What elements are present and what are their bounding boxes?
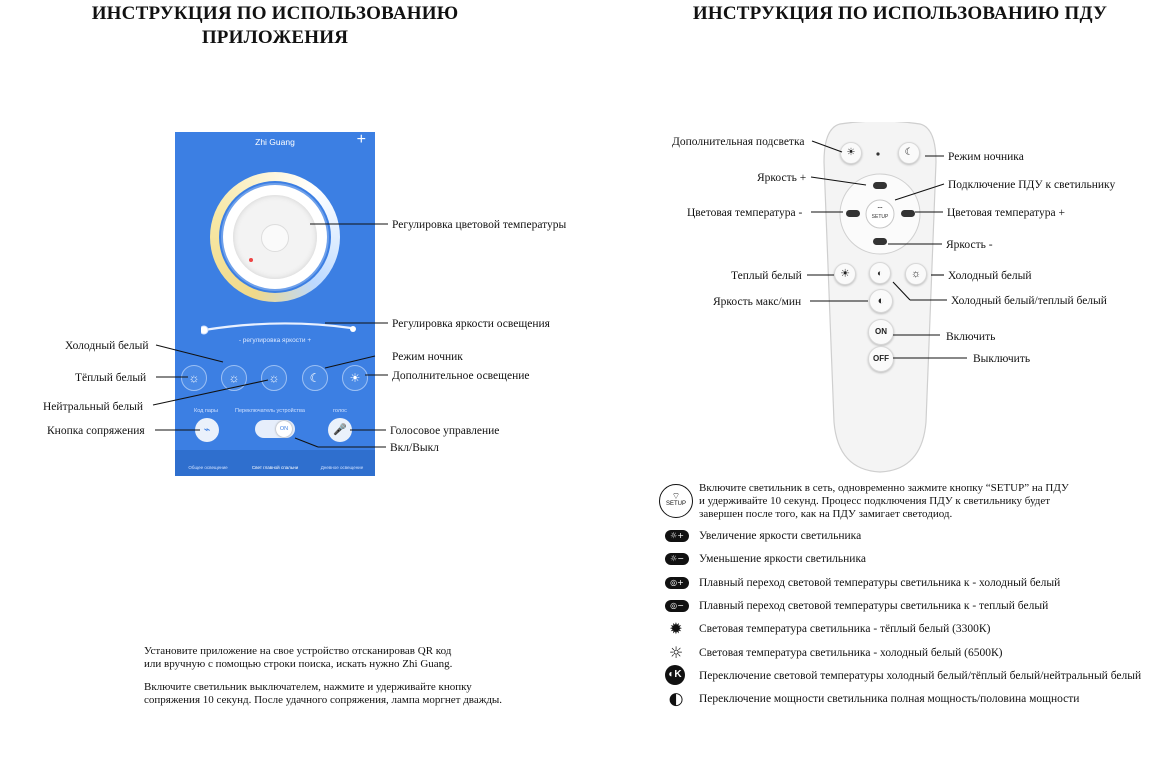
brightness-minus-icon: ☼− <box>665 553 689 565</box>
legend-temp-warm: Плавный переход световой температуры светильника к - теплый белый <box>699 600 1049 612</box>
left-title <box>40 2 510 50</box>
label-brightness-minus: Яркость - <box>946 239 993 251</box>
left-title-line2: ПРИЛОЖЕНИЯ <box>201 27 349 48</box>
label-color-temp-plus: Цветовая температура + <box>947 207 1066 219</box>
cold-white-icon: ☼ <box>668 643 684 662</box>
on-button[interactable]: ON <box>868 319 894 345</box>
switch-label: Переключатель устройства <box>235 408 305 414</box>
color-temp-plus-icon: ◎+ <box>665 577 689 589</box>
label-neutral-white: Нейтральный белый <box>43 401 144 413</box>
brightness-minus-button[interactable] <box>873 238 887 245</box>
setup-icon-label: SETUP <box>665 501 686 507</box>
label-color-temp: Регулировка цветовой температуры <box>392 219 567 231</box>
label-turn-on: Включить <box>946 331 996 343</box>
temp-switch-icon: ◐K <box>665 665 685 685</box>
extra-light-mode-icon[interactable]: ☀ <box>342 365 368 391</box>
label-night-mode: Режим ночник <box>392 351 463 363</box>
legend-power-switch: Переключение мощности светильника полная мощность/половина мощности <box>699 693 1080 705</box>
legend-brightness-minus: Уменьшение яркости светильника <box>699 553 866 565</box>
brightness-max-min-button[interactable]: ◐ <box>869 289 893 313</box>
brightness-slider-thumb <box>201 326 208 334</box>
label-extra-light: Дополнительное освещение <box>392 370 530 382</box>
cold-white-button[interactable]: ☼ <box>905 263 927 285</box>
setup-instructions <box>699 482 1069 521</box>
instruction-line-3: Включите светильник выключателем, нажмите и удерживайте кнопку <box>144 681 472 693</box>
neutral-white-mode-icon[interactable]: ☼ <box>261 365 287 391</box>
color-temp-minus-button[interactable] <box>846 210 860 217</box>
setup-label: SETUP <box>871 214 889 220</box>
label-brightness: Регулировка яркости освещения <box>392 318 550 330</box>
wifi-icon: ⌔ <box>671 491 681 501</box>
brightness-plus-button[interactable] <box>873 182 887 189</box>
setup-line-2: и удерживайте 10 секунд. Процесс подключения ПДУ к светильнику будет <box>699 495 1051 507</box>
remote-control <box>822 122 938 474</box>
label-color-temp-minus: Цветовая температура - <box>687 207 803 219</box>
tab-general[interactable]: Общее освещение <box>188 465 228 470</box>
label-warm-white-remote: Теплый белый <box>731 270 802 282</box>
label-cold-warm: Холодный белый/теплый белый <box>951 295 1107 307</box>
label-night-mode-remote: Режим ночника <box>948 151 1024 163</box>
label-on-off: Вкл/Выкл <box>390 442 439 454</box>
add-device-icon[interactable]: + <box>356 132 366 148</box>
cold-warm-toggle-button[interactable]: ◐ <box>869 262 891 284</box>
legend-temp-switch: Переключение световой температуры холодный белый/тёплый белый/нейтральный белый <box>699 670 1142 682</box>
label-brightness-plus: Яркость + <box>757 172 807 184</box>
voice-label: голос <box>333 408 347 414</box>
instruction-line-4: сопряжения 10 секунд. После удачного сопряжения, лампа моргнет дважды. <box>144 694 503 706</box>
app-title: Zhi Guang <box>255 137 295 147</box>
legend-cold-6500: Световая температура светильника - холодный белый (6500К) <box>699 647 1003 659</box>
warm-white-button[interactable]: ☀ <box>834 263 856 285</box>
power-switch-icon: ◐ <box>668 689 684 709</box>
label-extra-backlight: Дополнительная подсветка <box>672 136 805 148</box>
setup-button[interactable] <box>866 206 894 220</box>
instructions-qr <box>144 645 452 671</box>
pair-button[interactable]: ⌁ <box>195 418 219 442</box>
app-screenshot <box>175 132 375 476</box>
legend-temp-cold: Плавный переход световой температуры светильника к - холодный белый <box>699 577 1061 589</box>
pair-label: Код пары <box>194 408 218 414</box>
wifi-icon: ⌔ <box>876 205 884 214</box>
label-cold-white-remote: Холодный белый <box>948 270 1032 282</box>
right-title: ИНСТРУКЦИЯ ПО ИСПОЛЬЗОВАНИЮ ПДУ <box>692 3 1108 24</box>
brightness-hint: - регулировка яркости + <box>238 337 312 344</box>
legend-warm-3300: Световая температура светильника - тёплый белый (3300К) <box>699 623 991 635</box>
night-mode-button[interactable]: ☾ <box>898 142 920 164</box>
label-cold-white: Холодный белый <box>65 340 149 352</box>
night-mode-icon[interactable]: ☾ <box>302 365 328 391</box>
instruction-line-1: Установите приложение на свое устройство отсканировав QR код <box>144 645 452 657</box>
voice-button[interactable]: 🎤 <box>328 418 352 442</box>
tab-bar <box>175 450 375 476</box>
tab-bedroom[interactable]: Свет главной спальни <box>251 465 299 470</box>
brightness-high-icon <box>350 326 356 332</box>
instructions-pairing <box>144 681 502 707</box>
label-connect: Подключение ПДУ к светильнику <box>948 179 1116 191</box>
warm-white-mode-icon[interactable]: ☼ <box>181 365 207 391</box>
cold-white-mode-icon[interactable]: ☼ <box>221 365 247 391</box>
legend-brightness-plus: Увеличение яркости светильника <box>699 530 862 542</box>
setup-icon <box>659 484 693 518</box>
label-pair-button: Кнопка сопряжения <box>47 425 145 437</box>
knob-indicator-dot <box>249 258 253 262</box>
off-button[interactable]: OFF <box>868 346 894 372</box>
color-temp-plus-button[interactable] <box>901 210 915 217</box>
tab-daylight[interactable]: Дневное освещение <box>320 465 364 470</box>
label-voice-control: Голосовое управление <box>390 425 500 437</box>
brightness-slider[interactable] <box>201 320 356 336</box>
left-title-line1: ИНСТРУКЦИЯ ПО ИСПОЛЬЗОВАНИЮ <box>91 3 459 24</box>
knob-center <box>261 224 289 252</box>
label-turn-off: Выключить <box>973 353 1031 365</box>
label-brightness-max-min: Яркость макс/мин <box>713 296 802 308</box>
extra-backlight-button[interactable]: ☀ <box>840 142 862 164</box>
setup-line-3: завершен после того, как на ПДУ замигает светодиод. <box>699 508 953 520</box>
setup-line-1: Включите светильник в сеть, одновременно зажмите кнопку “SETUP” на ПДУ <box>699 482 1069 494</box>
brightness-plus-icon: ☼+ <box>665 530 689 542</box>
label-warm-white: Тёплый белый <box>75 372 147 384</box>
power-toggle-knob[interactable]: ON <box>276 421 292 437</box>
instruction-line-2: или вручную с помощью строки поиска, искать нужно Zhi Guang. <box>144 658 453 670</box>
color-temp-minus-icon: ◎− <box>665 600 689 612</box>
warm-white-icon: ✹ <box>669 619 683 638</box>
